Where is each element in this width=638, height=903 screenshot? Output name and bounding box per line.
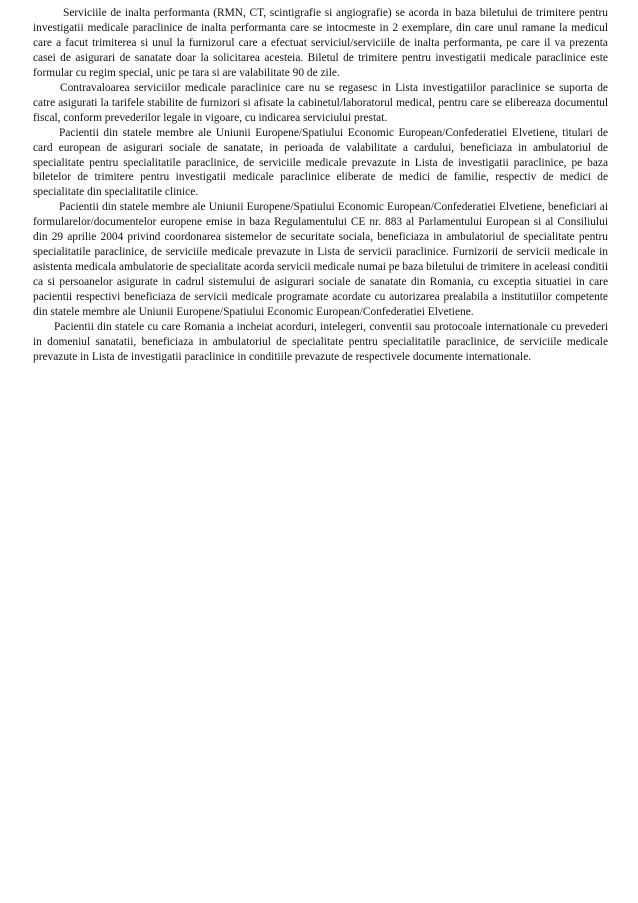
paragraph-paraclinical-costs: Contravaloarea serviciilor medicale paraclinice care nu se regasesc in Lista investigatiilor paraclinice se suporta de catre asigurati la tarifele stabilite de furnizori si afisate la cabinetul/laboratorul medical, pentru care se elibereaza documentul fiscal, conform prevederilor legale in vigoare, cu indicarea serviciului prestat. [33, 81, 608, 124]
paragraph-international-agreements: Pacientii din statele cu care Romania a incheiat acorduri, intelegeri, conventii sau protocoale internationale cu prevederi in domeniul sanatatii, beneficiaza in ambulatoriul de specialitate pentru specialitatile paraclinice, de serviciile medicale prevazute in Lista de investigatii paraclinice in conditiile prevazute de respectivele documente internationale. [33, 321, 608, 363]
paragraph-eu-form-beneficiaries: Pacientii din statele membre ale Uniunii Europene/Spatiului Economic European/Confederatiei Elvetiene, beneficiari ai formularelor/documentelor europene emise in baza Regulamentului CE nr. 883 al Parlamentului European si al Consiliului din 29 aprilie 2004 privind coordonarea sistemelor de securitate sociala, beneficiaza in ambulatoriul de specialitate pentru specialitatile paraclinice, de serviciile medicale prevazute in Lista de servicii paraclinice. Furnizorii de servicii medicale in asistenta medicala ambulatorie de specialitate acorda servicii medicale numai pe baza biletului de trimitere in aceleasi conditii ca si persoanelor asigurate in cadrul sistemului de asigurari sociale de sanatate din Romania, cu exceptia situatiei in care pacientii respectivi beneficiaza de servicii medicale programate acordate cu autorizarea prealabila a institutiilor competente din statele membre ale Uniunii Europene/Spatiului Economic European/Confederatiei Elvetiene. [33, 201, 608, 319]
paragraph-high-performance-services: Serviciile de inalta performanta (RMN, CT, scintigrafie si angiografie) se acorda in baza biletului de trimitere pentru investigatii medicale paraclinice de inalta performanta care se intocmeste in 2 exemplare, din care unul ramane la medicul care a facut trimiterea si unul la furnizorul care a efectuat serviciul/serviciile de inalta performanta, pe care il va prezenta casei de asigurari de sanatate doar la solicitarea acesteia. Biletul de trimitere pentru investigatii medicale paraclinice este formular cu regim special, unic pe tara si are valabilitate 90 de zile. [33, 7, 608, 79]
paragraph-eu-card-holders: Pacientii din statele membre ale Uniunii Europene/Spatiului Economic European/Confederatiei Elvetiene, titulari de card european de asigurari sociale de sanatate, in perioada de valabilitate a cardului, beneficiaza in ambulatoriul de specialitate pentru specialitatile paraclinice, de serviciile medicale prevazute in Lista de investigatii paraclinice, pe baza biletelor de trimitere pentru investigatii medicale paraclinice eliberate de medici de familie, respectiv de medici de specialitate din specialitatile clinice. [33, 126, 608, 199]
